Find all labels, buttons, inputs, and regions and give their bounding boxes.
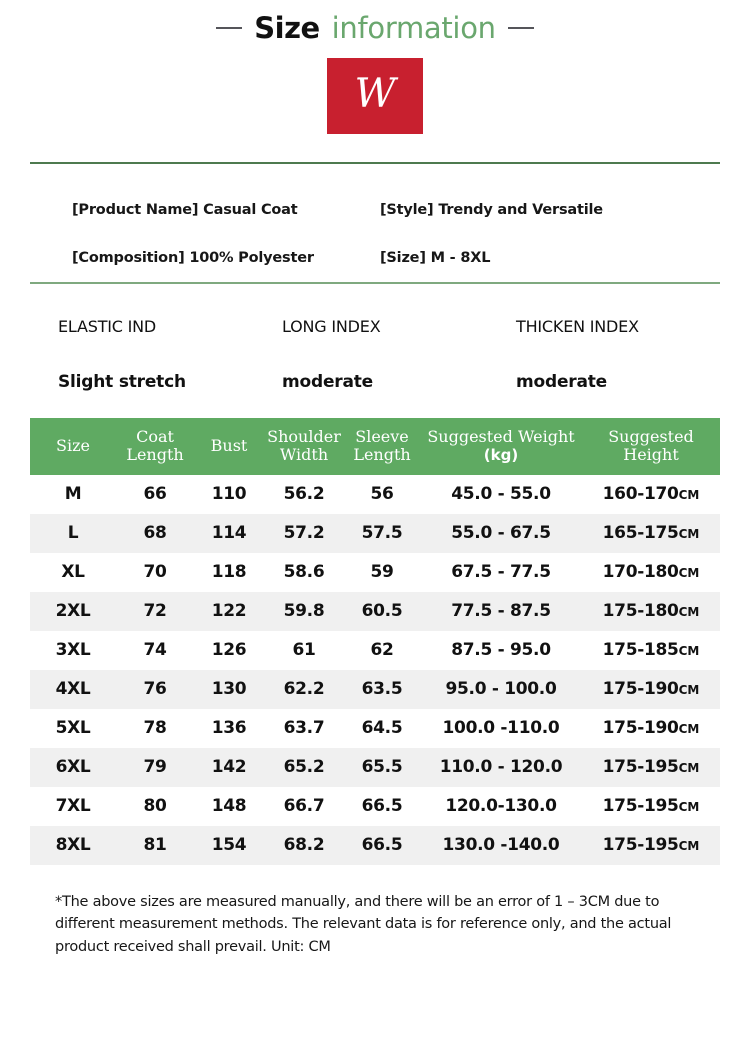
cell-suggested-weight [420,826,582,865]
cell-size: 2XL [30,592,116,631]
page-title [0,0,750,44]
cell-bust: 130 [194,670,264,709]
cell-shoulder-width: 63.7 [283,718,325,739]
title-secondary: information [331,11,496,45]
cell-suggested-weight: 120.0-130.0 [445,796,557,817]
product-style-text: [Style] Trendy and Versatile [380,202,603,218]
size-table-body [30,475,720,865]
height-unit-label: CM [678,761,700,776]
product-info-row [30,186,720,234]
cell-coat-length: 72 [116,592,194,631]
table-row [30,709,720,748]
table-row [30,592,720,631]
cell-sleeve-length: 63.5 [344,670,420,709]
index-heading-row [30,298,720,354]
height-unit-label: CM [678,488,700,503]
elastic-index-label: ELASTIC IND [58,316,157,336]
table-row [30,475,720,514]
cell-suggested-height: 175-195CM [582,826,720,865]
cell-sleeve-length: 66.5 [361,796,403,817]
title-dash-left [216,27,242,29]
cell-coat-length: 76 [116,670,194,709]
logo-w-icon: W [354,71,396,117]
size-table-wrapper [30,418,720,865]
cell-coat-length: 81 [116,826,194,865]
cell-suggested-weight: 77.5 - 87.5 [420,592,582,631]
cell-sleeve-length: 64.5 [361,718,403,739]
cell-coat-length: 80 [143,796,167,817]
index-block [30,284,720,410]
cell-suggested-height: 175-185CM [602,640,700,661]
size-table-header-row [30,418,720,475]
thicken-index-value: moderate [516,372,608,392]
cell-size: 4XL [30,670,116,709]
cell-sleeve-length: 66.5 [344,826,420,865]
cell-suggested-height: 165-175CM [582,514,720,553]
height-unit-label: CM [678,566,700,581]
brand-logo [0,58,750,134]
col-header-suggested-weight [420,418,582,475]
cell-suggested-height: 175-180CM [582,592,720,631]
table-row [30,514,720,553]
product-size-range-text: [Size] M - 8XL [380,250,491,266]
cell-coat-length: 79 [116,748,194,787]
cell-sleeve-length: 65.5 [344,748,420,787]
cell-sleeve-length: 57.5 [344,514,420,553]
height-unit-label: CM [678,527,700,542]
height-unit-label: CM [678,800,700,815]
col-header-size: Size [56,435,90,455]
cell-suggested-weight: 95.0 - 100.0 [420,670,582,709]
col-header-coat-length: Coat Length [126,427,184,464]
cell-sleeve-length: 59 [370,562,394,583]
cell-suggested-height: 175-195CM [602,796,700,817]
col-header-bust: Bust [210,435,248,455]
logo-box [327,58,423,134]
footnote-text: *The above sizes are measured manually, and there will be an error of 1 – 3CM due to different measurement methods. The relevant data is for reference only, and the actual product received shall prevail. Unit: CM [55,893,672,955]
cell-suggested-weight: 45.0 - 55.0 [451,484,551,505]
cell-bust: 110 [211,484,247,505]
title-primary: Size [254,11,320,45]
cell-bust: 136 [211,718,247,739]
elastic-index-value: Slight stretch [58,372,186,392]
cell-coat-length: 74 [143,640,167,661]
cell-size: 3XL [55,640,91,661]
size-table [30,418,720,865]
cell-size: 6XL [30,748,116,787]
weight-unit-label: (kg) [483,445,519,464]
cell-size: L [30,514,116,553]
cell-suggested-height: 170-180CM [602,562,700,583]
title-dash-right [508,27,534,29]
col-header-suggested-height: Suggested Height [608,427,694,464]
col-header-weight-text: Suggested Weight [427,427,575,446]
cell-shoulder-width: 56.2 [283,484,325,505]
cell-suggested-height: 175-190CM [602,718,700,739]
table-row [30,826,720,865]
cell-suggested-weight: 67.5 - 77.5 [451,562,551,583]
cell-suggested-weight: 87.5 - 95.0 [451,640,551,661]
table-row [30,670,720,709]
cell-shoulder-width: 68.2 [264,826,344,865]
index-value-row [30,354,720,410]
cell-coat-length: 70 [143,562,167,583]
cell-coat-length: 78 [143,718,167,739]
cell-bust: 148 [211,796,247,817]
cell-shoulder-width: 61 [292,640,316,661]
cell-sleeve-length: 60.5 [344,592,420,631]
height-unit-label: CM [678,605,700,620]
col-header-sleeve-length: Sleeve Length [353,427,411,464]
cell-suggested-weight: 110.0 - 120.0 [420,748,582,787]
table-row [30,631,720,670]
cell-bust: 118 [211,562,247,583]
product-composition-text: [Composition] 100% Polyester [72,250,314,266]
cell-shoulder-width: 62.2 [264,670,344,709]
cell-shoulder-width: 59.8 [264,592,344,631]
cell-size: M [64,484,82,505]
height-unit-label: CM [678,839,700,854]
height-unit-label: CM [678,683,700,698]
table-row [30,787,720,826]
cell-shoulder-width: 65.2 [264,748,344,787]
cell-suggested-height: 175-195CM [582,748,720,787]
cell-bust: 122 [194,592,264,631]
col-header-shoulder-width: Shoulder Width [267,427,341,464]
cell-coat-length: 66 [143,484,167,505]
cell-size: 5XL [55,718,91,739]
height-unit-label: CM [678,644,700,659]
cell-suggested-weight: 55.0 - 67.5 [420,514,582,553]
cell-sleeve-length: 62 [370,640,394,661]
cell-size: 7XL [55,796,91,817]
table-row [30,553,720,592]
cell-shoulder-width: 66.7 [283,796,325,817]
cell-suggested-height: 175-190CM [582,670,720,709]
cell-coat-length: 68 [116,514,194,553]
product-info-block [30,164,720,282]
product-name-text: [Product Name] Casual Coat [72,202,298,218]
cell-bust: 126 [211,640,247,661]
cell-suggested-weight: 100.0 -110.0 [442,718,560,739]
cell-bust: 114 [194,514,264,553]
table-row [30,748,720,787]
thicken-index-label: THICKEN INDEX [516,316,639,336]
weight-highlight: 130.0 -140.0 [435,831,568,859]
cell-size: 8XL [30,826,116,865]
cell-bust: 142 [194,748,264,787]
size-table-header [30,418,720,475]
long-index-value: moderate [282,372,374,392]
cell-shoulder-width: 57.2 [264,514,344,553]
height-unit-label: CM [678,722,700,737]
product-info-row [30,234,720,282]
cell-shoulder-width: 58.6 [283,562,325,583]
cell-size: XL [61,562,85,583]
cell-suggested-height: 160-170CM [602,484,700,505]
cell-bust: 154 [194,826,264,865]
cell-sleeve-length: 56 [370,484,394,505]
long-index-label: LONG INDEX [282,316,381,336]
